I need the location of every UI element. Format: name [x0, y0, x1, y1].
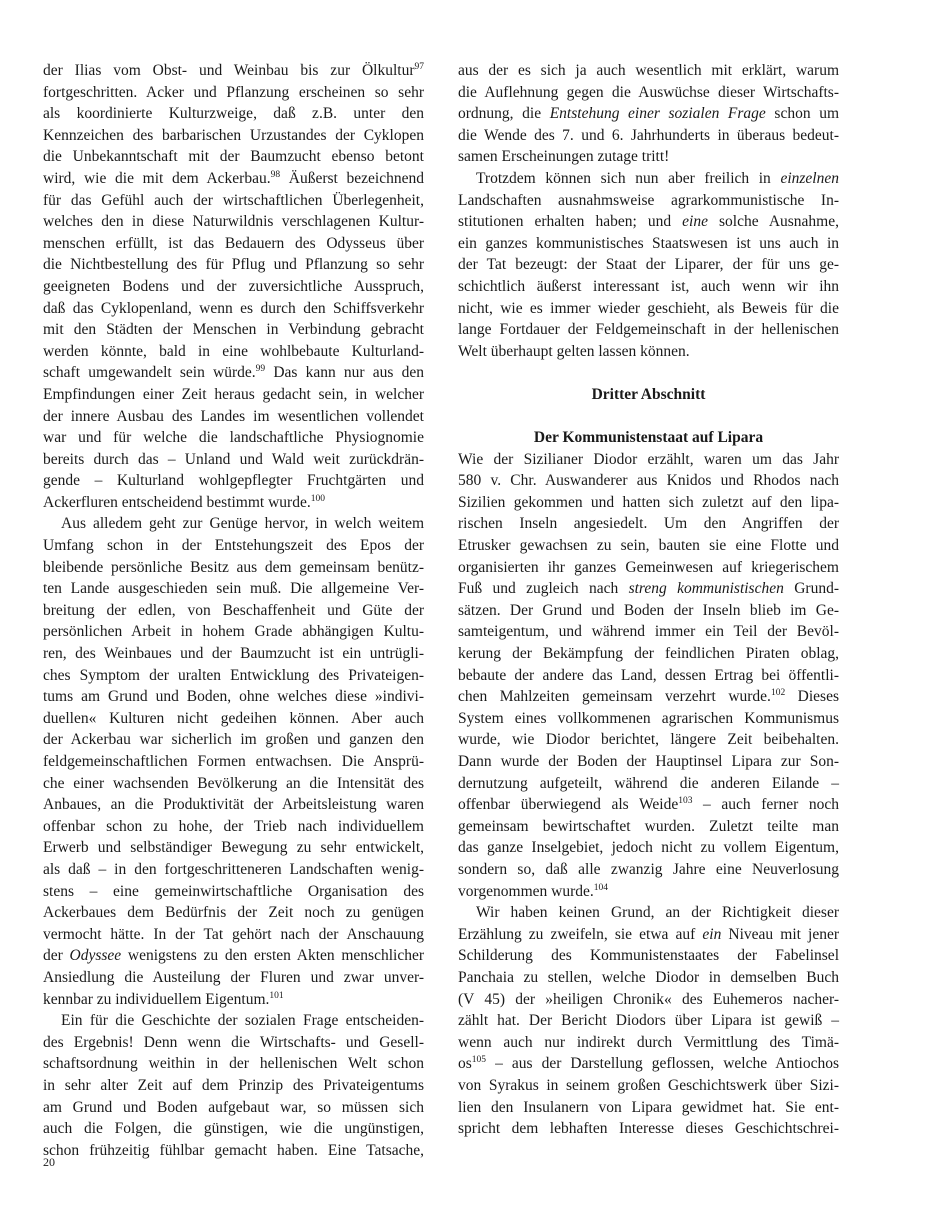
text-line: [458, 989, 839, 1011]
text-line: [458, 211, 839, 233]
text-line: [43, 1032, 424, 1054]
text-run: nicht, wie es immer wieder geschieht, als Beweis für die: [458, 299, 839, 317]
text-line: [43, 190, 424, 212]
text-run: kerung der Bekämpfung der feindlichen Piraten oblag,: [458, 645, 839, 663]
text-run: der Ilias vom Obst- und Weinbau bis zur Ölkultur: [43, 62, 415, 79]
text-line: [458, 1097, 839, 1119]
text-line: [458, 773, 839, 795]
text-line: [43, 643, 424, 665]
text-run: des Ergebnis! Denn wenn die Wirtschafts- und Gesell-: [43, 1033, 424, 1051]
emphasis-text: Entstehung einer sozialen Frage: [549, 105, 766, 123]
text-line: [458, 1010, 839, 1032]
text-run: Fuß und zugleich nach: [458, 580, 629, 598]
text-run: Ackerfluren entscheidend bestimmt wurde.: [43, 493, 311, 511]
text-run: solche Ausnahme,: [707, 213, 839, 231]
text-run: Wie der Sizilianer Diodor erzählt, waren um das Jahr: [458, 450, 839, 468]
text-run: schaftsordnung weithin in der hellenischen Welt schon: [43, 1055, 424, 1073]
right-column-text-bottom: [458, 449, 839, 1140]
text-run: wenn auch nur indirekt durch Vermittlung des Timä-: [458, 1033, 839, 1051]
text-run: Ansiedlung die Austeilung der Fluren und zwar unver-: [43, 968, 424, 986]
text-run: Welt überhaupt gelten lassen können.: [458, 342, 690, 360]
footnote-ref: 103: [678, 796, 693, 807]
text-line: [43, 535, 424, 557]
text-run: ordnung, die: [458, 105, 550, 123]
text-run: bebaute der andere das Land, dessen Ertrag bei öffentli-: [458, 666, 839, 684]
text-line: [458, 276, 839, 298]
text-line: [43, 1010, 424, 1032]
text-line: [43, 600, 424, 622]
right-column: [458, 60, 839, 1140]
text-run: System eines vollkommenen agrarischen Kommunismus: [458, 709, 839, 727]
text-line: [43, 492, 424, 514]
text-line: [43, 319, 424, 341]
text-line: [458, 125, 839, 147]
text-line: [43, 233, 424, 255]
footnote-ref: 100: [310, 493, 325, 504]
text-line: [458, 470, 839, 492]
text-line: [43, 254, 424, 276]
text-line: [43, 146, 424, 168]
text-run: aus der es sich ja auch wesentlich mit erklärt, warum: [458, 62, 839, 79]
text-line: [458, 513, 839, 535]
text-run: sondern so, daß alle zwanzig Jahre eine Neuverlosung: [458, 860, 839, 878]
text-line: [458, 708, 839, 730]
text-line: [43, 1140, 424, 1162]
text-line: [458, 837, 839, 859]
text-run: Äußerst bezeichnend: [280, 169, 424, 187]
text-line: [458, 621, 839, 643]
text-run: Dieses: [785, 688, 840, 706]
text-run: Schilderung des Kommunistenstaates der Fabelinsel: [458, 947, 839, 965]
text-run: schon um: [765, 105, 839, 123]
text-run: persönlichen Arbeit in hohem Grade abhängigen Kultu-: [43, 623, 424, 641]
text-line: [458, 492, 839, 514]
text-run: Erwerb und selbständiger Bewegung zu sehr entwickelt,: [43, 839, 424, 857]
text-line: [458, 1032, 839, 1054]
text-run: ein ganzes kommunistisches Staatswesen ist uns auch in: [458, 234, 839, 252]
text-line: [43, 837, 424, 859]
text-run: chen Mahlzeiten gemeinsam verzehrt wurde.: [458, 688, 771, 706]
text-line: [43, 902, 424, 924]
text-run: der: [43, 947, 70, 965]
text-line: [43, 1053, 424, 1075]
text-line: [43, 945, 424, 967]
text-run: stens – eine gemeinwirtschaftliche Organisation des: [43, 882, 424, 900]
text-line: [458, 859, 839, 881]
text-line: [458, 103, 839, 125]
text-run: dernutzung aufgeteilt, während die anderen Eilande –: [458, 774, 839, 792]
text-run: feldgemeinschaftlichen Formen entwachsen. Die Ansprü-: [43, 753, 424, 770]
text-run: lien den Insulanern von Lipara gewidmet hat. Sie ent-: [458, 1098, 839, 1116]
text-run: für das Gefühl auch der wirtschaftlichen Überlegenheit,: [43, 191, 424, 209]
footnote-ref: 101: [269, 990, 284, 1001]
text-line: [43, 276, 424, 298]
text-run: organisierten ihr ganzes Gemeinwesen auf kriegerischem: [458, 558, 839, 576]
text-run: der Ackerbau war sicherlich im großen und ganzen den: [43, 731, 424, 749]
text-run: Ackerbaues dem Bedürfnis der Zeit noch zu genügen: [43, 904, 424, 922]
text-run: gemeinsam bewirtschaftet wurden. Zuletzt teilte man: [458, 817, 839, 835]
footnote-ref: 99: [255, 364, 266, 375]
text-line: [458, 60, 839, 82]
text-line: [458, 319, 839, 341]
text-line: [458, 1053, 839, 1075]
text-line: [43, 1097, 424, 1119]
text-run: wird, wie die mit dem Ackerbau.: [43, 169, 271, 187]
text-line: [43, 989, 424, 1011]
text-line: [43, 470, 424, 492]
text-run: offenbar schon zu hohe, der Trieb nach individuellem: [43, 817, 424, 835]
text-run: Etrusker gewachsen zu sein, bauten sie eine Flotte und: [458, 537, 839, 555]
text-run: Ein für die Geschichte der sozialen Frage entscheiden-: [61, 1012, 424, 1030]
text-line: [458, 233, 839, 255]
text-line: [458, 298, 839, 320]
footnote-ref: 105: [471, 1055, 487, 1066]
text-run: menschen erfüllt, ist das Bedauern des Odysseus über: [43, 234, 424, 252]
text-line: [43, 60, 424, 82]
text-line: [458, 1118, 839, 1140]
text-run: daß das Cyklopenland, wenn es durch den Schiffsverkehr: [43, 299, 424, 317]
text-run: Grund-: [783, 580, 839, 598]
emphasis-text: eine: [682, 213, 708, 231]
footnote-ref: 104: [593, 882, 608, 893]
emphasis-text: Odyssee: [69, 947, 122, 965]
text-line: [458, 190, 839, 212]
text-run: – auch ferner noch: [692, 796, 839, 814]
text-line: [458, 665, 839, 687]
text-line: [458, 881, 839, 903]
footnote-ref: 102: [770, 688, 786, 699]
page-number: 20: [43, 1155, 55, 1169]
text-line: [458, 1075, 839, 1097]
text-run: Empfindungen einer Zeit heraus gedacht sein, in welcher: [43, 385, 424, 403]
text-run: Kennzeichen des barbarischen Urzustandes der Cyklopen: [43, 126, 424, 144]
text-run: Landschaften ausnahmsweise agrarkommunistische In-: [458, 191, 839, 209]
emphasis-text: streng kommunistischen: [628, 580, 784, 598]
text-run: wenigstens zu den ersten Akten menschlicher: [121, 947, 424, 965]
text-line: [458, 449, 839, 471]
text-run: duellen« Kulturen nicht gedeihen können. Aber auch: [43, 709, 424, 727]
text-line: [458, 146, 839, 168]
text-line: [458, 82, 839, 104]
text-run: 580 v. Chr. Auswanderer aus Knidos und Rhodos nach: [458, 472, 839, 490]
text-run: che einer wachsenden Bevölkerung an die Intensität des: [43, 774, 424, 792]
text-line: [43, 449, 424, 471]
text-line: [458, 902, 839, 924]
text-line: [43, 103, 424, 125]
text-run: geeigneten Bodens und der zuversichtliche Ausspruch,: [43, 277, 424, 295]
text-line: [43, 816, 424, 838]
text-run: offenbar überwiegend als Weide: [458, 796, 679, 814]
text-line: [43, 384, 424, 406]
text-run: fortgeschritten. Acker und Pflanzung erscheinen so sehr: [43, 83, 424, 101]
text-line: [43, 125, 424, 147]
text-line: [43, 513, 424, 535]
text-run: vorgenommen wurde.: [458, 882, 594, 900]
text-line: [43, 729, 424, 751]
text-run: Umfang schon in der Entstehungszeit des Epos der: [43, 537, 424, 555]
text-line: [43, 621, 424, 643]
text-line: [458, 794, 839, 816]
text-line: [43, 686, 424, 708]
text-line: [43, 773, 424, 795]
text-run: sätzen. Der Grund und Boden der Inseln blieb im Ge-: [458, 601, 839, 619]
text-run: von Syrakus in seinem großen Geschichtswerk über Sizi-: [458, 1076, 839, 1094]
text-run: spricht dem lebhaften Interesse dieses Geschichtschrei-: [458, 1120, 839, 1138]
text-run: Erzählung zu zweifeln, sie etwa auf: [458, 925, 703, 943]
text-line: [43, 967, 424, 989]
text-line: [458, 341, 839, 363]
left-column: [43, 60, 424, 1161]
text-run: stitutionen erhalten haben; und: [458, 213, 683, 231]
text-run: ches Symptom der uralten Entwicklung des Privateigen-: [43, 666, 424, 684]
text-line: [43, 881, 424, 903]
text-line: [458, 816, 839, 838]
text-run: Trotzdem können sich nun aber freilich in: [476, 169, 781, 187]
text-line: [43, 859, 424, 881]
text-run: die Wende des 7. und 6. Jahrhunderts in überaus bedeut-: [458, 126, 839, 144]
text-run: der innere Ausbau des Landes im wesentlichen vollendet: [43, 407, 424, 425]
text-run: schaft umgewandelt sein würde.: [43, 364, 256, 382]
text-run: kennbar zu individuellem Eigentum.: [43, 990, 270, 1008]
text-run: werden könnte, bald in eine wohlbebaute Kulturland-: [43, 342, 424, 360]
footnote-ref: 98: [270, 169, 281, 180]
text-run: mit den Städten der Menschen in Verbindung gebracht: [43, 321, 424, 339]
text-run: in sehr alter Zeit auf dem Prinzip des Privateigentums: [43, 1076, 424, 1094]
text-run: Niveau mit jener: [721, 925, 840, 943]
text-line: [458, 535, 839, 557]
text-line: [458, 686, 839, 708]
text-run: rischen Inseln angesiedelt. Um den Angriffen der: [458, 515, 839, 533]
text-line: [43, 924, 424, 946]
chapter-heading: Der Kommunistenstaat auf Lipara: [533, 429, 764, 447]
text-line: [458, 643, 839, 665]
text-line: [43, 406, 424, 428]
text-run: (V 45) der »heiligen Chronik« des Euhemeros nacher-: [458, 990, 839, 1008]
text-line: [43, 298, 424, 320]
text-run: die Auflehnung gegen die Auswüchse dieser Wirtschafts-: [458, 83, 839, 101]
text-run: als koordinierte Kulturzweige, daß z.B. unter den: [43, 105, 424, 123]
text-line: [458, 254, 839, 276]
text-run: die Unbekanntschaft mit der Baumzucht ebenso betont: [43, 148, 424, 166]
text-run: Panchaia zu stellen, welche Diodor in demselben Buch: [458, 968, 839, 986]
text-line: [43, 211, 424, 233]
text-run: Wir haben keinen Grund, an der Richtigkeit dieser: [476, 904, 839, 922]
text-run: os: [458, 1055, 472, 1073]
text-run: zählt hat. Der Bericht Diodors über Lipara ist gewiß –: [458, 1012, 839, 1030]
text-run: – aus der Darstellung geflossen, welche Antiochos: [486, 1055, 839, 1073]
footnote-ref: 97: [414, 62, 424, 72]
text-line: [458, 557, 839, 579]
text-run: lange Fortdauer der Feldgemeinschaft in der hellenischen: [458, 321, 839, 339]
text-run: breitung der edlen, von Beschaffenheit und Güte der: [43, 601, 424, 619]
text-line: [43, 168, 424, 190]
text-run: bereits durch das – Unland und Wald weit zurückdrän-: [43, 450, 424, 468]
section-heading: Dritter Abschnitt: [591, 385, 706, 403]
text-run: als daß – in den fortgeschritteneren Landschaften wenig-: [43, 860, 424, 878]
text-run: Das kann nur aus den: [265, 364, 424, 382]
emphasis-text: einzelnen: [780, 169, 839, 187]
right-column-text-top: [458, 60, 839, 362]
text-line: [458, 578, 839, 600]
text-run: Sizilien gekommen und hatten sich zuletzt auf den lipa-: [458, 493, 839, 511]
text-run: Dann wurde der Boden der Hauptinsel Lipara zur Son-: [458, 753, 839, 770]
text-line: [43, 578, 424, 600]
text-line: [458, 924, 839, 946]
text-line: [458, 967, 839, 989]
text-run: Anbaues, an die Produktivität der Arbeitsleistung waren: [43, 796, 424, 814]
text-run: das ganze Inselgebiet, jedoch nicht zu vollem Eigentum,: [458, 839, 839, 857]
text-run: tums am Grund und Boden, ohne welches diese »indivi-: [43, 688, 424, 706]
text-line: [43, 427, 424, 449]
text-run: welches den in diese Naturwildnis verschlagenen Kultur-: [43, 213, 424, 231]
text-line: [458, 751, 839, 773]
text-line: [43, 665, 424, 687]
emphasis-text: ein: [702, 925, 722, 943]
text-run: wurde, wie Diodor berichtet, längere Zeit beibehalten.: [458, 731, 839, 749]
text-line: [43, 82, 424, 104]
text-line: [43, 751, 424, 773]
text-run: der Tat bezeugt: der Staat der Liparer, der für uns ge-: [458, 256, 839, 274]
text-run: vermocht hätte. In der Tat gehört nach der Anschauung: [43, 925, 424, 943]
text-line: [43, 362, 424, 384]
text-line: [43, 557, 424, 579]
text-line: [43, 1118, 424, 1140]
text-run: die Nichtbestellung des für Pflug und Pflanzung so sehr: [43, 256, 424, 274]
text-run: schon frühzeitig fühlbar gemacht haben. Eine Tatsache,: [43, 1141, 424, 1159]
text-line: [458, 729, 839, 751]
text-run: samen Erscheinungen zutage tritt!: [458, 148, 670, 166]
text-run: war und für welche die landschaftliche Physiognomie: [43, 429, 424, 447]
text-run: samteigentum, und während immer ein Teil der Bevöl-: [458, 623, 839, 641]
text-run: schichtlich äußerst interessant ist, auch wenn wir ihn: [458, 277, 839, 295]
text-run: Aus alledem geht zur Genüge hervor, in welch weitem: [61, 515, 424, 533]
text-line: [43, 794, 424, 816]
text-line: [458, 600, 839, 622]
text-run: bleibende persönliche Besitz aus dem gemeinsam benütz-: [43, 558, 424, 576]
text-line: [43, 1075, 424, 1097]
text-run: ten Lande ausgeschieden sein muß. Die allgemeine Ver-: [43, 580, 424, 598]
text-line: [458, 945, 839, 967]
text-line: [458, 168, 839, 190]
text-line: [43, 708, 424, 730]
text-line: [43, 341, 424, 363]
text-run: auch die Folgen, die günstigen, wie die ungünstigen,: [43, 1120, 424, 1138]
text-run: gende – Kulturland wohlgepflegter Fruchtgärten und: [43, 472, 424, 490]
text-run: ren, des Weinbaues und der Baumzucht ist ein untrügli-: [43, 645, 424, 663]
text-run: am Grund und Boden aufgebaut war, so müssen sich: [43, 1098, 424, 1116]
